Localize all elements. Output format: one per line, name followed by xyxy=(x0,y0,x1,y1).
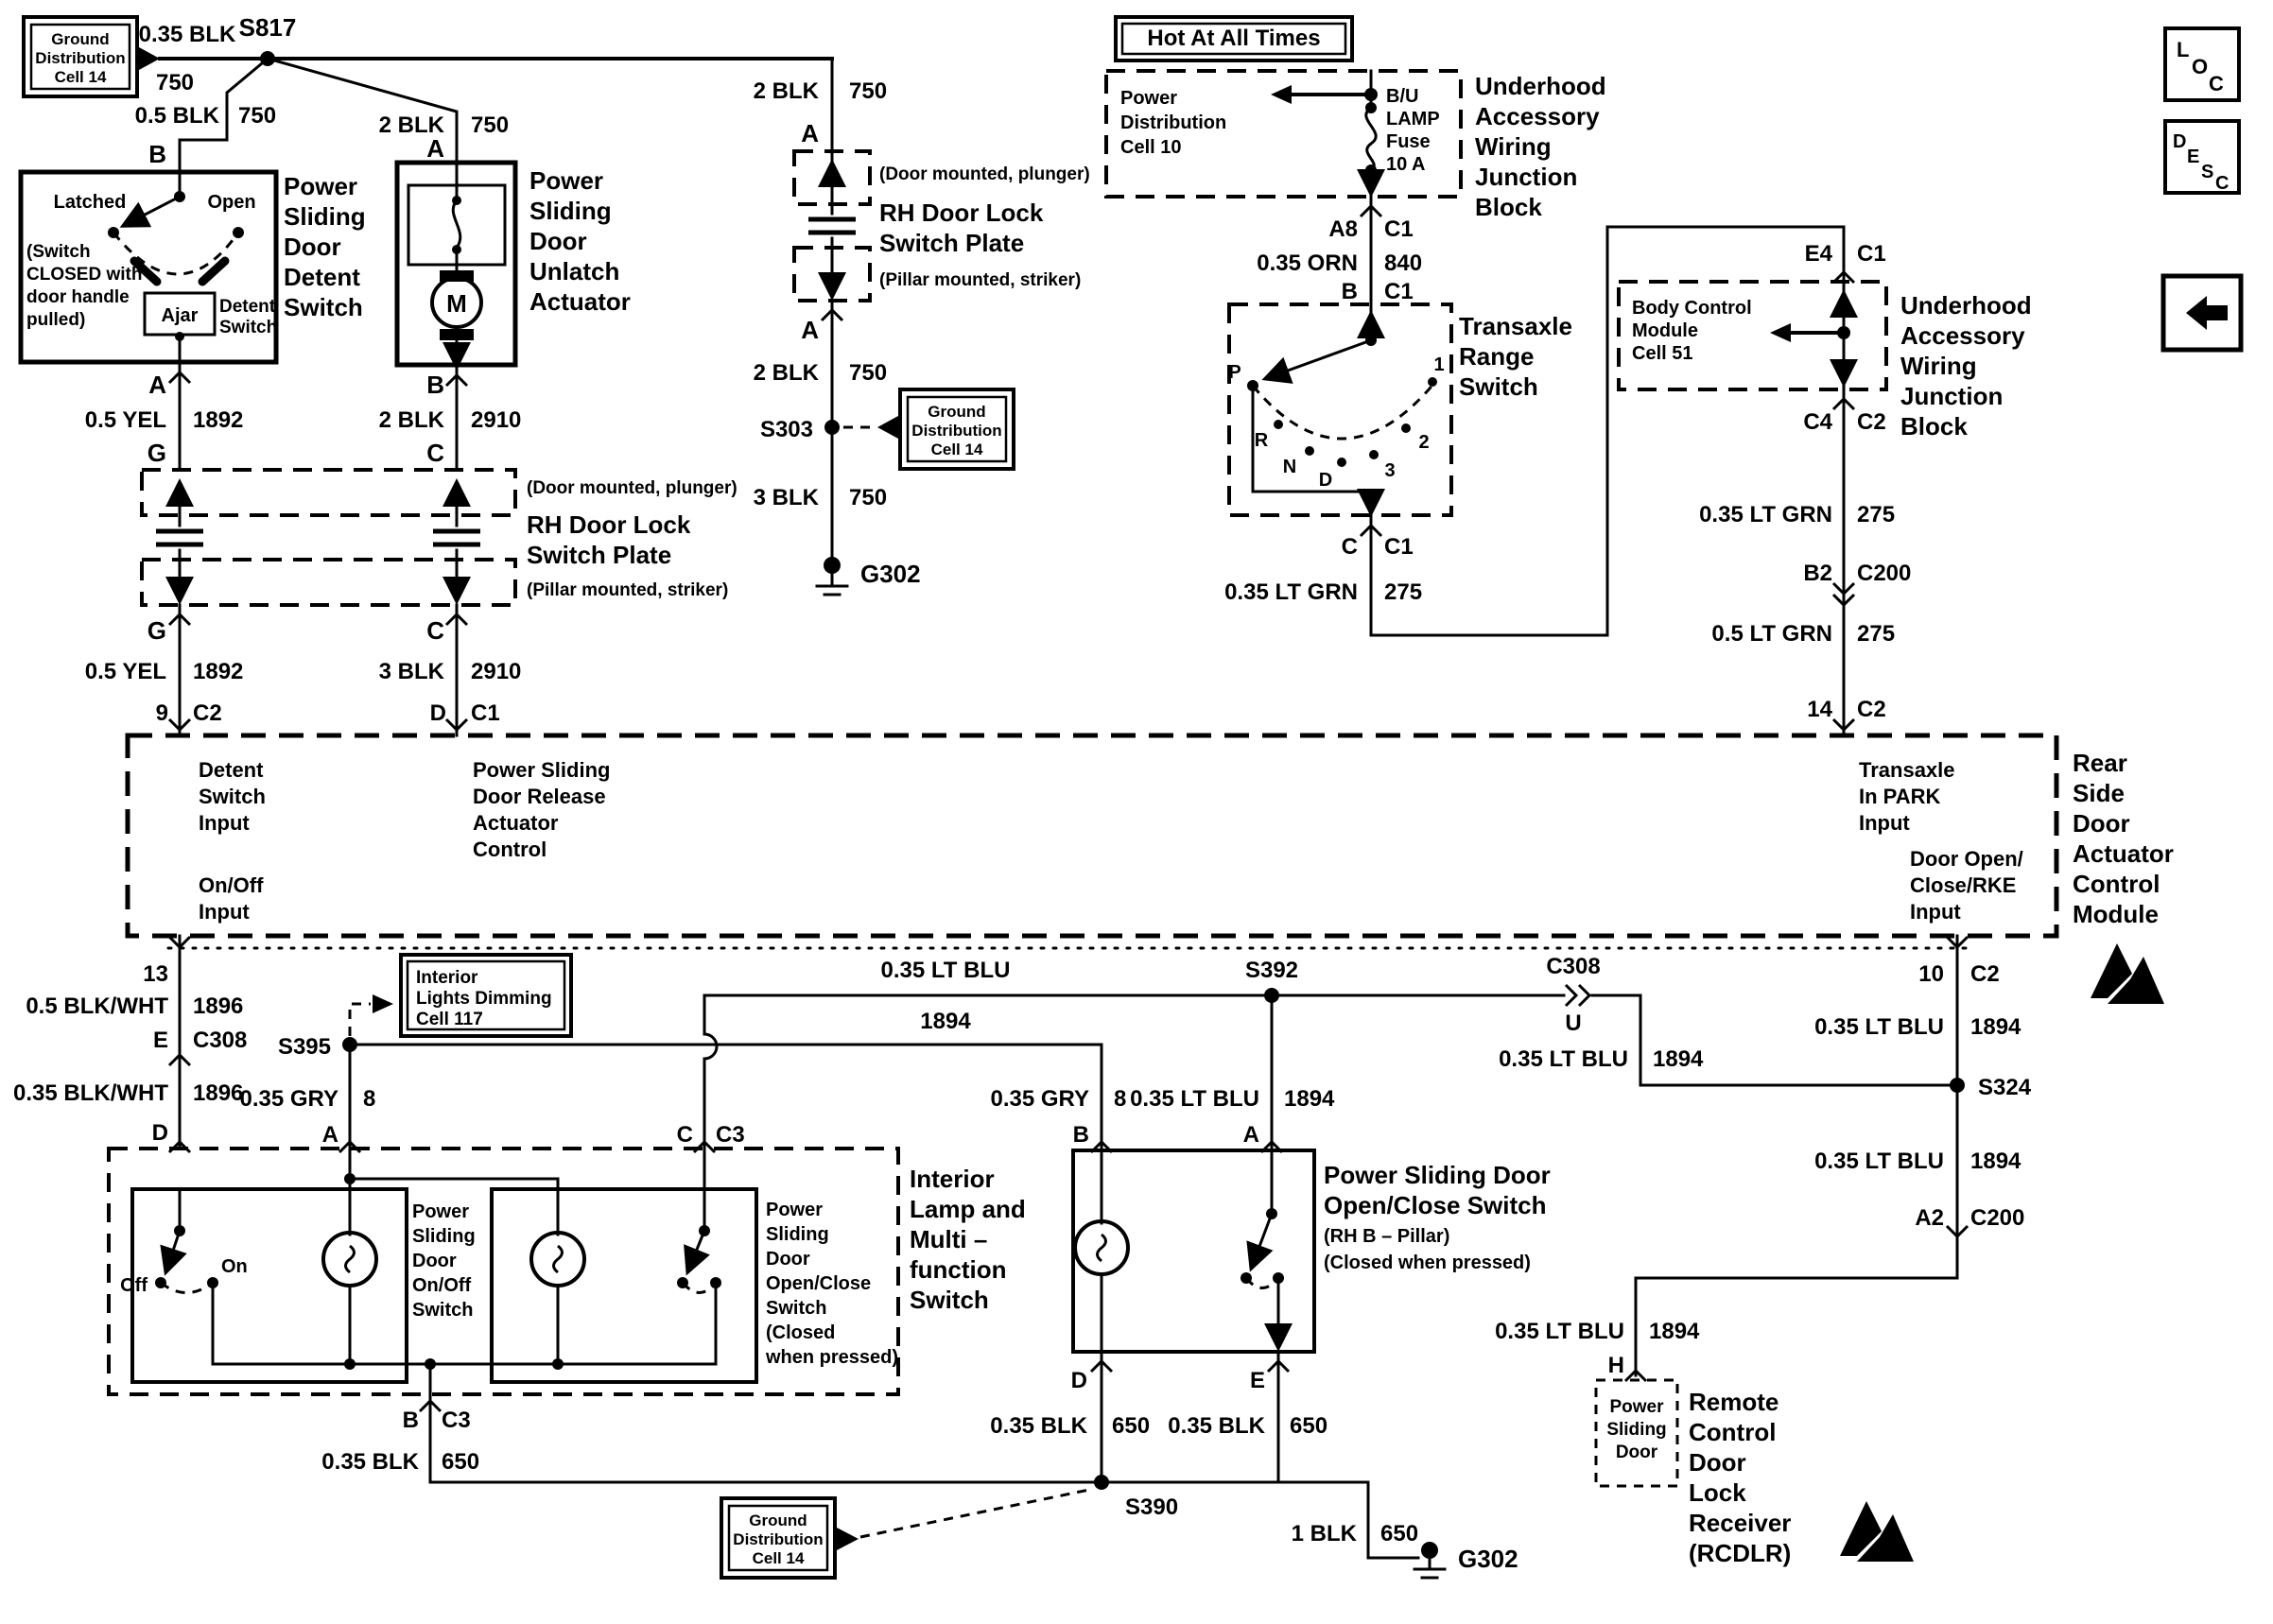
wire-color: 0.35 LT GRN xyxy=(1699,502,1832,527)
terminal: B xyxy=(148,140,166,168)
fuse-label: 10 A xyxy=(1386,154,1426,175)
component-label: Door xyxy=(412,1251,457,1271)
module-input: Switch xyxy=(199,785,266,808)
note: pulled) xyxy=(26,310,86,330)
wire-color: 0.35 LT BLU xyxy=(1130,1086,1259,1112)
component-label: Sliding xyxy=(529,197,612,225)
ref-label: Ground xyxy=(51,30,110,48)
splice-dot-s390 xyxy=(1094,1475,1109,1490)
ref-arrow-icon xyxy=(837,1528,859,1550)
module-input: Detent xyxy=(199,758,264,782)
wire-color: 0.35 GRY xyxy=(990,1086,1089,1112)
park-signal-route xyxy=(1224,227,1886,635)
component-label: Accessory xyxy=(1900,321,2025,350)
wire-circuit: 2910 xyxy=(471,407,522,433)
ref-label: Interior xyxy=(416,968,478,988)
ref-label: Ground xyxy=(928,403,986,421)
pin: B2 xyxy=(1803,561,1832,586)
component-label: Block xyxy=(1900,412,1968,441)
wire-color: 3 BLK xyxy=(378,659,444,684)
component-label: Power xyxy=(412,1201,470,1222)
ref-label: Cell 117 xyxy=(416,1010,483,1029)
switch-blade xyxy=(1252,1214,1272,1267)
wire-circuit: 2910 xyxy=(471,659,522,684)
switch-blade xyxy=(688,1231,704,1270)
module-label: Control xyxy=(2073,870,2160,898)
ground-label: G302 xyxy=(1458,1545,1518,1573)
connector: C200 xyxy=(1857,561,1912,586)
sub-label: Detent xyxy=(219,297,276,317)
park-input-wire xyxy=(1699,389,1911,735)
rh-door-lock-switch-plate-lower xyxy=(142,470,737,605)
terminal: A xyxy=(426,134,444,163)
component-label: Door xyxy=(284,233,341,261)
power-state-label: Hot At All Times xyxy=(1147,26,1321,51)
ref-label: Module xyxy=(1632,320,1698,341)
component-label: Accessory xyxy=(1475,102,1600,130)
wire-circuit: 650 xyxy=(442,1449,480,1475)
component-label: Underhood xyxy=(1900,291,2032,320)
interior-lamp-multifunction-switch xyxy=(109,1149,1026,1394)
rcdlr-inner-label: Sliding xyxy=(1606,1420,1667,1440)
wire-color: 3 BLK xyxy=(753,485,819,510)
terminal: A xyxy=(801,316,819,344)
module-input: In PARK xyxy=(1859,785,1941,808)
switch-blade xyxy=(1267,340,1371,378)
switch-position: On xyxy=(221,1256,248,1277)
note: CLOSED with xyxy=(26,265,143,285)
splice-label: S395 xyxy=(277,1034,331,1060)
power-sliding-door-detent-switch xyxy=(21,172,366,362)
component-label: Switch Plate xyxy=(527,541,672,569)
component-label: Power xyxy=(284,172,358,200)
switch-position: Off xyxy=(120,1275,147,1296)
component-label: Power xyxy=(529,166,604,195)
component-label: Block xyxy=(1475,193,1542,221)
ground-rail-s817 xyxy=(135,13,887,172)
terminal: E xyxy=(152,1028,168,1053)
ref-label: Cell 10 xyxy=(1120,137,1182,158)
wire-circuit: 8 xyxy=(363,1086,376,1112)
wire-color: 0.35 LT GRN xyxy=(1224,579,1358,605)
wire-circuit: 1894 xyxy=(1970,1149,2021,1174)
wire-color: 2 BLK xyxy=(753,360,819,386)
wire-color: 0.5 BLK xyxy=(134,103,219,129)
ref-label: Power xyxy=(1120,88,1178,109)
terminal: A xyxy=(801,119,819,147)
connector: C308 xyxy=(193,1028,248,1053)
component-label: Switch xyxy=(1459,372,1538,401)
component-label: Actuator xyxy=(529,287,631,316)
assembly-label: Lamp and xyxy=(910,1195,1026,1223)
sub-label: Switch xyxy=(219,318,278,337)
ref-label: Lights Dimming xyxy=(416,989,552,1009)
terminal: B xyxy=(1341,279,1358,304)
component-label: Door xyxy=(1689,1448,1746,1477)
terminal: D xyxy=(429,700,446,726)
wire-circuit: 275 xyxy=(1384,579,1423,605)
wire-color: 0.5 YEL xyxy=(84,659,166,684)
connector: C308 xyxy=(1546,954,1601,979)
pin: C4 xyxy=(1803,409,1832,435)
note: (Switch xyxy=(26,242,91,262)
ref-label: Distribution xyxy=(733,1530,824,1548)
connector: C1 xyxy=(1384,216,1414,242)
module-label: Rear xyxy=(2073,749,2127,777)
module-label: Side xyxy=(2073,779,2125,807)
wire-circuit: 840 xyxy=(1384,251,1423,276)
wire-circuit: 1894 xyxy=(920,1009,971,1034)
component-label: Wiring xyxy=(1900,352,1977,380)
component-label: Transaxle xyxy=(1459,312,1572,340)
ref-label: Distribution xyxy=(35,49,126,67)
module-input: Door Release xyxy=(473,785,606,808)
ref-label: Cell 14 xyxy=(930,441,983,458)
connector: C200 xyxy=(1970,1205,2025,1231)
pin: A8 xyxy=(1328,216,1358,242)
module-input: Actuator xyxy=(473,811,559,835)
splice-label: S303 xyxy=(759,417,813,442)
terminal: C xyxy=(426,439,444,467)
component-label: Sliding xyxy=(284,202,366,231)
wire-circuit: 750 xyxy=(849,485,888,510)
detent-actuator-drop-wires xyxy=(85,362,522,470)
mid-ground-branch xyxy=(754,301,1014,595)
module-label: Actuator xyxy=(2073,839,2174,868)
connector: C1 xyxy=(1857,241,1886,267)
module-input: Close/RKE xyxy=(1910,873,2017,897)
note: (Pillar mounted, striker) xyxy=(527,580,729,600)
legend-back-arrow-box xyxy=(2163,276,2241,350)
wire-color: 0.35 LT BLU xyxy=(1499,1046,1628,1072)
connector: C2 xyxy=(193,700,222,726)
pin: E4 xyxy=(1804,241,1832,267)
component-label: Unlatch xyxy=(529,257,620,285)
connector: C1 xyxy=(1384,534,1414,560)
component-label: Sliding xyxy=(766,1224,829,1245)
terminal: C xyxy=(426,616,444,645)
terminal: A xyxy=(148,371,166,399)
module-input-wires-left xyxy=(85,605,522,735)
module-input: Input xyxy=(1859,811,1910,835)
ground-symbol-icon xyxy=(824,557,841,574)
terminal: A xyxy=(1242,1122,1259,1148)
wire-circuit: 750 xyxy=(155,70,195,95)
wire-color: 0.35 BLK xyxy=(321,1449,419,1475)
component-label: RH Door Lock xyxy=(879,199,1044,227)
wire-color: 2 BLK xyxy=(378,407,444,433)
assembly-label: Switch xyxy=(910,1286,989,1314)
gear-position: 1 xyxy=(1433,354,1445,375)
module-input: Door Open/ xyxy=(1910,847,2023,871)
terminal: G xyxy=(147,616,166,645)
wire-color: 0.5 YEL xyxy=(84,407,166,433)
component-label: Door xyxy=(529,227,587,255)
wire-circuit: 275 xyxy=(1857,621,1896,647)
pin: 13 xyxy=(143,961,168,987)
ref-arrow-icon xyxy=(139,47,160,70)
ref-label: Ground xyxy=(749,1512,807,1529)
wire-circuit: 750 xyxy=(471,112,510,138)
ref-arrow-icon xyxy=(1770,323,1791,342)
connector: C1 xyxy=(471,700,500,726)
gear-position: 3 xyxy=(1384,460,1396,481)
gear-position: R xyxy=(1254,430,1269,451)
wire-color: 0.35 LT BLU xyxy=(1495,1319,1624,1344)
terminal: C xyxy=(676,1122,693,1148)
assembly-label: Multi – xyxy=(910,1225,988,1253)
splice-label: S324 xyxy=(1978,1075,2032,1100)
terminal: U xyxy=(1565,1011,1582,1036)
assembly-label: Interior xyxy=(910,1165,995,1193)
connector: C1 xyxy=(1384,279,1414,304)
module-input: Input xyxy=(1910,900,1961,924)
wire-circuit: 650 xyxy=(1380,1521,1419,1546)
component-label: Lock xyxy=(1689,1478,1746,1507)
connector: C2 xyxy=(1970,961,2000,987)
wire-circuit: 1894 xyxy=(1649,1319,1700,1344)
position-label: Latched xyxy=(53,192,127,213)
component-label: Junction xyxy=(1475,163,1578,191)
switch-blade xyxy=(166,1231,180,1270)
wire-circuit: 1892 xyxy=(193,659,244,684)
underhood-junction-block-fuse xyxy=(1106,71,1606,221)
ref-label: Distribution xyxy=(911,422,1002,440)
wire-color: 2 BLK xyxy=(753,78,819,104)
legend-loc-box xyxy=(2165,28,2239,100)
gear-position: P xyxy=(1228,362,1241,383)
splice-dot-s303 xyxy=(824,420,840,435)
ref-label: Cell 14 xyxy=(54,68,107,86)
component-label: Door xyxy=(766,1249,810,1270)
splice-dot-s324 xyxy=(1950,1078,1965,1093)
module-input: Control xyxy=(473,838,547,861)
wire-circuit: 650 xyxy=(1112,1413,1151,1439)
wire-circuit: 1894 xyxy=(1284,1086,1335,1112)
legend-letter: E xyxy=(2187,147,2200,167)
wire-color: 2 BLK xyxy=(378,112,444,138)
note: (Pillar mounted, striker) xyxy=(879,270,1082,290)
wire-color: 0.35 BLK xyxy=(990,1413,1087,1439)
legend-letter: C xyxy=(2209,72,2224,95)
onoff-input-wire xyxy=(13,936,247,1152)
wire-color: 0.5 LT GRN xyxy=(1711,621,1832,647)
component-label: Receiver xyxy=(1689,1509,1792,1537)
hot-at-all-times xyxy=(1116,17,1352,60)
component-label: (Closed xyxy=(766,1322,836,1343)
legend-desc-box xyxy=(2165,121,2239,194)
component-label: Switch xyxy=(766,1298,827,1319)
legend-letter: O xyxy=(2192,55,2209,78)
module-input: Transaxle xyxy=(1859,758,1955,782)
component-label: RH Door Lock xyxy=(527,510,691,539)
module-input: Input xyxy=(199,811,250,835)
module-label: Door xyxy=(2073,809,2130,838)
ref-label: Cell 14 xyxy=(752,1549,805,1567)
legend-letter: D xyxy=(2173,131,2187,152)
rh-door-lock-switch-plate-upper xyxy=(794,151,1090,301)
ref-label: Cell 51 xyxy=(1632,343,1693,364)
connector: C3 xyxy=(716,1122,745,1148)
component-label: Junction xyxy=(1900,382,2004,410)
wire-circuit: 1894 xyxy=(1970,1014,2021,1040)
terminal: A xyxy=(321,1122,338,1148)
esd-warning-icon xyxy=(1840,1501,1914,1562)
pin: A2 xyxy=(1915,1205,1944,1231)
back-arrow-icon xyxy=(2186,296,2228,330)
power-sliding-door-unlatch-actuator xyxy=(397,163,631,365)
wire-color: 0.35 LT BLU xyxy=(1814,1014,1944,1040)
gear-position: 2 xyxy=(1418,432,1430,453)
component-label: Range xyxy=(1459,342,1535,371)
wire-color: 0.35 BLK xyxy=(138,22,236,47)
terminal: C xyxy=(1341,534,1358,560)
module-input: Power Sliding xyxy=(473,758,611,782)
wire-color: 0.35 LT BLU xyxy=(880,958,1011,983)
terminal: D xyxy=(1070,1368,1087,1393)
splice-label: S817 xyxy=(238,13,297,42)
component-label: Switch Plate xyxy=(879,229,1025,257)
splice-label: S392 xyxy=(1244,958,1299,983)
module-input: Input xyxy=(199,900,250,924)
rcdlr-inner-label: Power xyxy=(1609,1397,1664,1417)
wire-circuit: 1896 xyxy=(193,1080,244,1106)
pin: 9 xyxy=(155,700,168,726)
component-label: On/Off xyxy=(412,1275,472,1296)
note: (Door mounted, plunger) xyxy=(879,164,1090,184)
wire-circuit: 8 xyxy=(1114,1086,1127,1112)
wire-color: 0.35 LT BLU xyxy=(1814,1149,1944,1174)
legend-letter: S xyxy=(2201,162,2214,182)
ref-label: Distribution xyxy=(1120,112,1227,133)
fuse-label: LAMP xyxy=(1386,109,1440,130)
component-label: Open/Close Switch xyxy=(1324,1191,1547,1219)
component-label: Power xyxy=(766,1200,824,1220)
note: door handle xyxy=(26,287,130,307)
terminal: B xyxy=(1072,1122,1089,1148)
component-label: Control xyxy=(1689,1418,1777,1446)
pin: 14 xyxy=(1807,697,1832,722)
note: (Closed when pressed) xyxy=(1324,1253,1531,1273)
wire-color: 0.35 BLK xyxy=(1168,1413,1265,1439)
wire-circuit: 750 xyxy=(849,360,888,386)
rcdlr-inner-label: Door xyxy=(1615,1443,1658,1462)
component-label: Switch xyxy=(412,1300,474,1321)
terminal: H xyxy=(1607,1353,1624,1378)
wire-hop xyxy=(704,1034,717,1059)
ground-label: G302 xyxy=(860,560,921,588)
component-label: Sliding xyxy=(412,1226,476,1247)
connector: C2 xyxy=(1857,409,1886,435)
switch-blade xyxy=(125,197,180,225)
ground-symbol-icon xyxy=(1421,1542,1438,1559)
terminal: B xyxy=(426,371,444,399)
gear-position: D xyxy=(1318,470,1333,491)
wire-color: 0.35 GRY xyxy=(239,1086,338,1112)
module-input: On/Off xyxy=(199,873,264,897)
ref-arrow-icon xyxy=(877,416,898,439)
position-label: Ajar xyxy=(161,305,199,326)
pin: 10 xyxy=(1918,961,1944,987)
bpillar-open-close-switch xyxy=(990,1150,1551,1482)
module-label: Module xyxy=(2073,900,2159,928)
component-label: Wiring xyxy=(1475,132,1552,161)
ref-arrow-icon xyxy=(373,994,393,1013)
wire-color: 0.35 BLK/WHT xyxy=(12,1080,168,1106)
switch-curve xyxy=(453,200,460,248)
fuse-label: Fuse xyxy=(1386,131,1431,152)
motor-letter: M xyxy=(446,289,467,318)
wire-circuit: 1894 xyxy=(1653,1046,1704,1072)
note: (RH B – Pillar) xyxy=(1324,1226,1450,1247)
splice-label: S390 xyxy=(1125,1494,1179,1520)
component-label: when pressed) xyxy=(766,1347,899,1368)
component-label: Underhood xyxy=(1475,72,1606,100)
gear-position: N xyxy=(1282,457,1297,477)
connector: C2 xyxy=(1857,697,1886,722)
legend-letter: L xyxy=(2177,38,2190,61)
fuse-label: B/U xyxy=(1386,86,1419,107)
position-label: Open xyxy=(207,192,256,213)
terminal: G xyxy=(147,439,166,467)
wire-circuit: 750 xyxy=(849,78,888,104)
terminal: E xyxy=(1249,1368,1265,1393)
terminal: B xyxy=(402,1408,419,1433)
rear-side-door-actuator-control-module xyxy=(128,735,2174,1004)
ref-label: Body Control xyxy=(1632,298,1752,319)
wire-circuit: 650 xyxy=(1290,1413,1328,1439)
component-label: Detent xyxy=(284,263,360,291)
connector: C3 xyxy=(442,1408,471,1433)
transaxle-range-switch xyxy=(1228,197,1572,515)
component-label: Remote xyxy=(1689,1388,1779,1416)
legend-letter: C xyxy=(2215,173,2230,194)
wire-color: 0.35 ORN xyxy=(1257,251,1358,276)
esd-warning-icon xyxy=(2091,943,2164,1004)
wire-color: 0.5 BLK/WHT xyxy=(26,993,168,1019)
wire-circuit: 1892 xyxy=(193,407,244,433)
note: (Door mounted, plunger) xyxy=(527,478,737,498)
wire-circuit: 275 xyxy=(1857,502,1896,527)
component-label: (RCDLR) xyxy=(1689,1539,1792,1567)
wire-color: 1 BLK xyxy=(1291,1521,1357,1546)
fuse-icon xyxy=(1366,108,1376,170)
component-label: Switch xyxy=(284,293,363,321)
assembly-label: function xyxy=(910,1255,1007,1284)
component-label: Open/Close xyxy=(766,1273,872,1294)
ref-arrow-icon xyxy=(1271,85,1292,104)
wire-circuit: 1896 xyxy=(193,993,244,1019)
s392-signal-network xyxy=(677,954,1957,1152)
component-label: Power Sliding Door xyxy=(1324,1161,1551,1189)
terminal: D xyxy=(151,1120,168,1146)
wire-circuit: 750 xyxy=(238,103,277,129)
